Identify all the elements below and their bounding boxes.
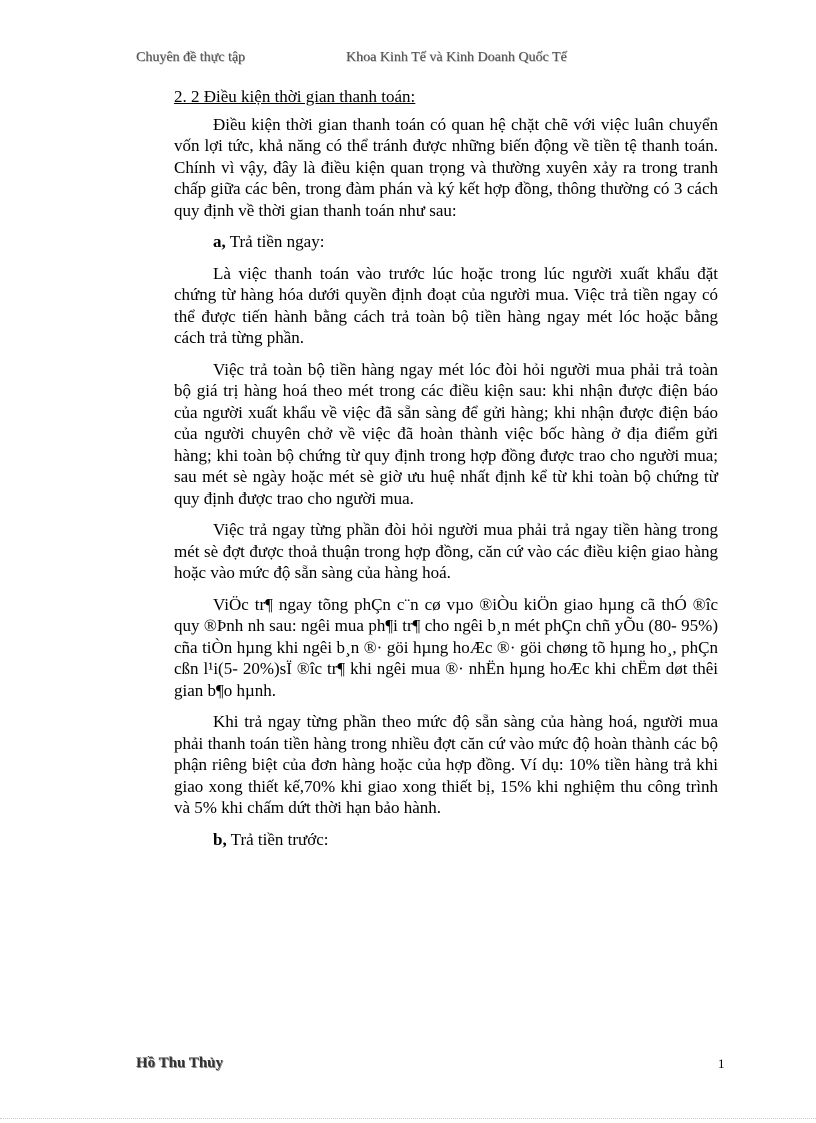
paragraph-2: Là việc thanh toán vào trước lúc hoặc trong lúc người xuất khẩu đặt chứng từ hàng hóa dưới quyền định đoạt của người mua. Việc trả tiền ngay có thể được tiến hành bằng cách trả toàn bộ tiền hàng ngay mét lóc hoặc bằng cách trả từng phần.: [174, 263, 718, 347]
subheading-b: [174, 829, 718, 851]
header-right: Khoa Kinh Tế và Kinh Doanh Quốc Tế: [346, 50, 567, 65]
subheading-a-label: a,: [213, 232, 226, 251]
page-bottom-divider: [0, 1118, 816, 1119]
subheading-b-title: Trả tiền trước:: [226, 829, 329, 849]
page-header: [136, 50, 696, 70]
subheading-b-label: b,: [213, 829, 227, 849]
subheading-a: [174, 231, 718, 253]
section-title: 2. 2 Điều kiện thời gian thanh toán:: [174, 87, 416, 106]
page-number: 1: [718, 1056, 725, 1071]
footer-author: Hồ Thu Thủy: [136, 1055, 224, 1071]
document-body: [174, 86, 718, 860]
paragraph-1: Điều kiện thời gian thanh toán có quan hệ chặt chẽ với việc luân chuyển vốn lợi tức, khả năng có thể tránh được những biến động về tiền tệ thanh toán. Chính vì vậy, đây là điều kiện quan trọng và thường xuyên xảy ra trong tranh chấp giữa các bên, trong đàm phán và ký kết hợp đồng, thông thường có 3 cách quy định về thời gian thanh toán như sau:: [174, 114, 718, 220]
paragraph-6: Khi trả ngay từng phần theo mức độ sẵn sàng của hàng hoá, người mua phải thanh toán tiền hàng trong nhiều đợt căn cứ vào mức độ hoàn thành các bộ phận riêng biệt của đơn hàng hoặc của hợp đồng. Ví dụ: 10% tiền hàng trả khi giao xong thiết kế,70% khi giao xong thiết bị, 15% khi nghiệm thu công trình và 5% khi chấm dứt thời hạn bảo hành.: [174, 712, 718, 817]
subheading-a-title: Trả tiền ngay:: [225, 232, 325, 251]
paragraph-5: ViÖc tr¶ ngay tõng phÇn c¨n cø vµo ®iÒu kiÖn giao hµng cã thÓ ®îc quy ®Þnh nh sau: ngêi mua ph¶i tr¶ cho ngêi b¸n mét phÇn chñ yÕu (80- 95%) cña tiÒn hµng khi ngêi b¸n ®· göi hµng hoÆc ®· göi chøng tõ hµng ho¸, phÇn cßn l¹i(5- 20%)sÏ ®îc tr¶ khi ngêi mua ®· nhËn hµng hoÆc khi chËm døt thêi gian b¶o hµnh.: [174, 594, 718, 700]
paragraph-4: Việc trả ngay từng phần đòi hỏi người mua phải trả ngay tiền hàng trong mét sè đợt được thoả thuận trong hợp đồng, căn cứ vào các điều kiện giao hàng hoặc vào mức độ sẵn sàng của hàng hoá.: [174, 520, 718, 582]
paragraph-3: Việc trả toàn bộ tiền hàng ngay mét lóc đòi hỏi người mua phải trả toàn bộ giá trị hàng hoá theo mét trong các điều kiện sau: khi nhận được điện báo của người xuất khẩu về việc đã sẵn sàng để gửi hàng; khi nhận được điện báo của người chuyên chở về việc đã hoàn thành việc bốc hàng ở địa điểm gửi hàng; khi toàn bộ chứng từ quy định trong hợp đồng được trao cho người mua; sau mét sè ngày hoặc mét sè giờ ưu huệ nhất định kể từ khi toàn bộ chứng từ quy định được trao cho người mua.: [174, 359, 718, 508]
header-left: Chuyên đề thực tập: [136, 50, 246, 65]
